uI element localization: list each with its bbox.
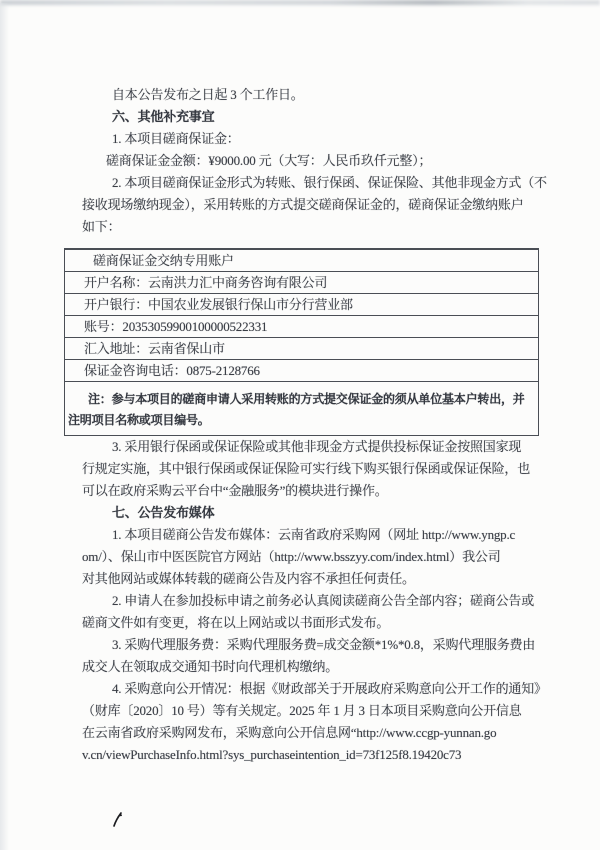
text-line: 接收现场缴纳现金），采用转账的方式提交磋商保证金的，磋商保证金缴纳账户 <box>82 197 524 212</box>
section-seven-announcement-media <box>82 436 556 766</box>
text-line: （财库〔2020〕10 号）等有关规定。2025 年 1 月 3 日本项目采购意向公开信息 <box>82 703 522 718</box>
table-cell-line: 磋商保证金交纳专用账户 <box>93 253 234 268</box>
table-row <box>65 315 538 337</box>
table-row <box>65 381 538 435</box>
table-cell-line: 开户名称：云南洪力汇中商务咨询有限公司 <box>84 275 328 290</box>
scanner-edge-smudge <box>0 0 600 5</box>
text-line: 如下： <box>82 219 121 234</box>
section-six-other-supplementary <box>82 84 556 238</box>
text-line: om/）、保山市中医医院官方网站（http://www.bsszyy.com/index.html）我公司 <box>82 549 501 564</box>
text-line: 1. 本项目磋商保证金： <box>112 131 240 146</box>
text-line: 在云南省政府采购网发布，采购意向公开信息网“http://www.ccgp-yunnan.go <box>82 725 497 740</box>
text-line: 自本公告发布之日起 3 个工作日。 <box>112 87 304 102</box>
text-line: 成交人在领取成交通知书时向代理机构缴纳。 <box>82 659 339 674</box>
text-line: 磋商保证金金额：¥9000.00 元（大写：人民币玖仟元整）； <box>106 153 432 168</box>
text-line: 2. 申请人在参加投标申请之前务必认真阅读磋商公告全部内容；磋商公告或 <box>112 593 535 608</box>
text-line: 3. 采用银行保函或保证保险或其他非现金方式提供投标保证金按照国家现 <box>112 439 522 454</box>
table-row <box>65 271 538 293</box>
table-cell-line: 开户银行：中国农业发展银行保山市分行营业部 <box>84 297 353 312</box>
table-row <box>65 337 538 359</box>
text-line: v.cn/viewPurchaseInfo.html?sys_purchaseintention_id=73f125f8.19420c73 <box>82 747 462 762</box>
table-cell-line: 注明项目名称或项目编号。 <box>68 413 210 427</box>
table-cell-line: 账号：20353059900100000522331 <box>84 319 268 334</box>
text-line: 七、公告发布媒体 <box>112 505 215 520</box>
text-line: 4. 采购意向公开情况：根据《财政部关于开展政府采购意向公开工作的通知》 <box>112 681 547 696</box>
table-cell-line: 注：参与本项目的磋商申请人采用转账的方式提交保证金的须从单位基本户转出，并 <box>88 392 525 406</box>
table-row <box>65 359 538 381</box>
text-line: 对其他网站或媒体转载的磋商公告及内容不承担任何责任。 <box>82 571 415 586</box>
table-cell-line: 保证金咨询电话：0875-2128766 <box>84 363 260 378</box>
text-line: 2. 本项目磋商保证金形式为转账、银行保函、保证保险、其他非现金方式（不 <box>112 175 547 190</box>
table-row <box>65 249 538 271</box>
table-row <box>65 293 538 315</box>
pen-mark <box>112 810 126 828</box>
text-line: 1. 本项目磋商公告发布媒体：云南省政府采购网（网址 http://www.yngp.c <box>112 527 516 542</box>
text-line: 3. 采购代理服务费：采购代理服务费=成交金额*1%*0.8，采购代理服务费由 <box>112 637 536 652</box>
text-line: 磋商文件如有变更，将在以上网站或以书面形式发布。 <box>82 615 390 630</box>
deposit-account-table <box>64 248 539 436</box>
text-line: 可以在政府采购云平台中“金融服务”的模块进行操作。 <box>82 483 388 498</box>
table-cell-line: 汇入地址：云南省保山市 <box>84 341 225 356</box>
text-line: 行规定实施，其中银行保函或保证保险可实行线下购买银行保函或保证保险，也 <box>82 461 531 476</box>
text-line: 六、其他补充事宜 <box>112 109 215 124</box>
scanner-left-shadow <box>0 3 9 850</box>
